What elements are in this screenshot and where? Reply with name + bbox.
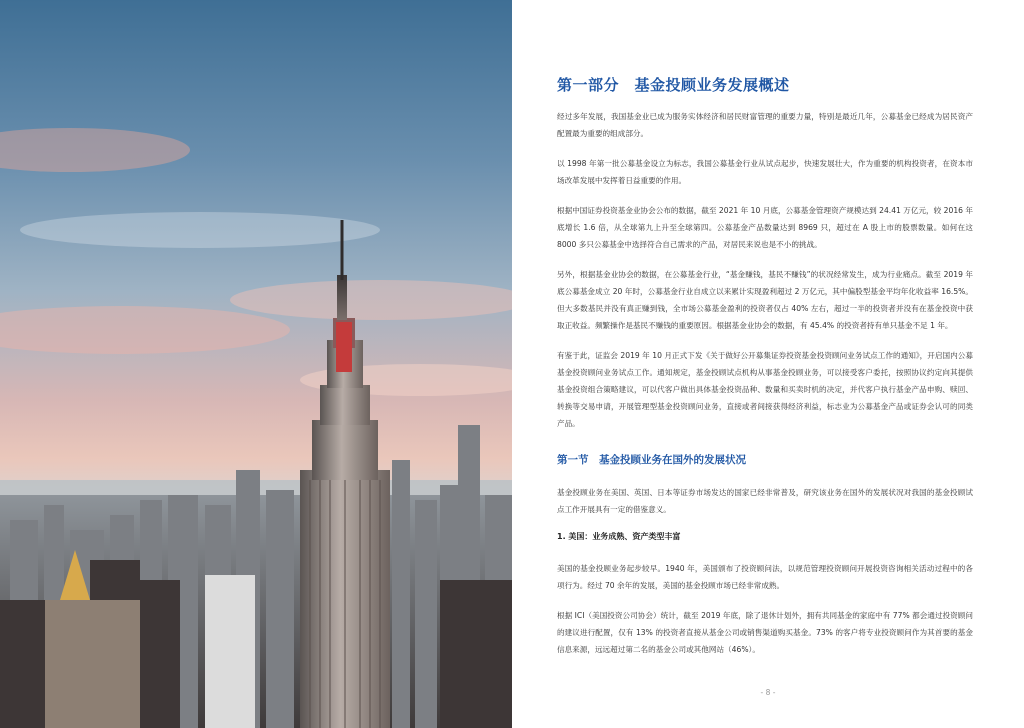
section-title: 第一节 基金投顾业务在国外的发展状况 [557, 454, 746, 466]
paragraph: 以 1998 年第一批公募基金设立为标志，我国公募基金行业从试点起步，快速发展壮大，作为重要的机构投资者，在资本市场改革发展中发挥着日益重要的作用。 [557, 159, 973, 185]
paragraph: 根据 ICI（美国投资公司协会）统计，截至 2019 年底，除了退休计划外，拥有共同基金的家庭中有 77% 都会通过投资顾问的建议进行配置，仅有 13% 的投资者直接从基金公司或销售渠道购买基金。73% 的客户将专业投资顾问作为其首要的基金信息来源，远远超过第二名的基金公司或其他网站（46%）。 [557, 611, 973, 654]
intro-paragraphs [557, 108, 973, 432]
paragraph: 经过多年发展，我国基金业已成为服务实体经济和居民财富管理的重要力量，特别是最近几年，公募基金已经成为居民资产配置最为重要的组成部分。 [557, 112, 973, 138]
section-intro [557, 484, 973, 518]
paragraph: 根据中国证券投资基金业协会公布的数据，截至 2021 年 10 月底，公募基金管理资产规模达到 24.41 万亿元，较 2016 年底增长 1.6 倍，从全球第九上升至全球第四。公募基金产品数量达到 8969 只，超过在 A 股上市的股票数量。如何在这 8000 多只公募基金中选择符合自己需求的产品，对居民来说也是不小的挑战。 [557, 206, 973, 249]
text-page [512, 0, 1024, 728]
page-number: - 8 - [760, 688, 776, 697]
sub-title: 1. 美国：业务成熟、资产类型丰富 [557, 532, 681, 541]
paragraph: 美国的基金投顾业务起步较早。1940 年，美国颁布了投资顾问法，以规范管理投资顾问开展投资咨询相关活动过程中的各项行为。经过 70 余年的发展，美国的基金投顾市场已经非常成熟。 [557, 564, 973, 590]
part-title: 第一部分 基金投顾业务发展概述 [557, 76, 790, 94]
paragraph: 另外，根据基金业协会的数据，在公募基金行业，“基金赚钱，基民不赚钱”的状况经常发生，成为行业痛点。截至 2019 年底公募基金成立 20 年时，公募基金行业自成立以来累计实现盈利超过 2 万亿元，其中偏股型基金平均年化收益率 16.5%。但大多数基民并没有真正赚到钱，全市场公募基金盈利的投资者仅占 40% 左右，超过一半的投资者并没有在基金投资中获取正收益。频繁操作是基民不赚钱的重要原因。根据基金业协会的数据，有 45.4% 的投资者持有单只基金不足 1 年。 [557, 270, 973, 330]
paragraph: 基金投顾业务在美国、英国、日本等证券市场发达的国家已经非常普及，研究该业务在国外的发展状况对我国的基金投顾试点工作开展具有一定的借鉴意义。 [557, 488, 973, 514]
us-paragraphs [557, 560, 973, 658]
paragraph: 有鉴于此，证监会 2019 年 10 月正式下发《关于做好公开募集证券投资基金投资顾问业务试点工作的通知》，开启国内公募基金投资顾问业务试点工作。通知规定，基金投顾试点机构从事基金投顾业务，可以接受客户委托，按照协议约定向其提供基金投资组合策略建议，可以代客户做出具体基金投资品种、数量和买卖时机的决定，并代客户执行基金产品申购、赎回、转换等交易申请，开展管理型基金投资顾问业务，直接或者间接获得经济利益，标志业为公募基金产品或证券会认可的同类产品。 [557, 351, 973, 428]
